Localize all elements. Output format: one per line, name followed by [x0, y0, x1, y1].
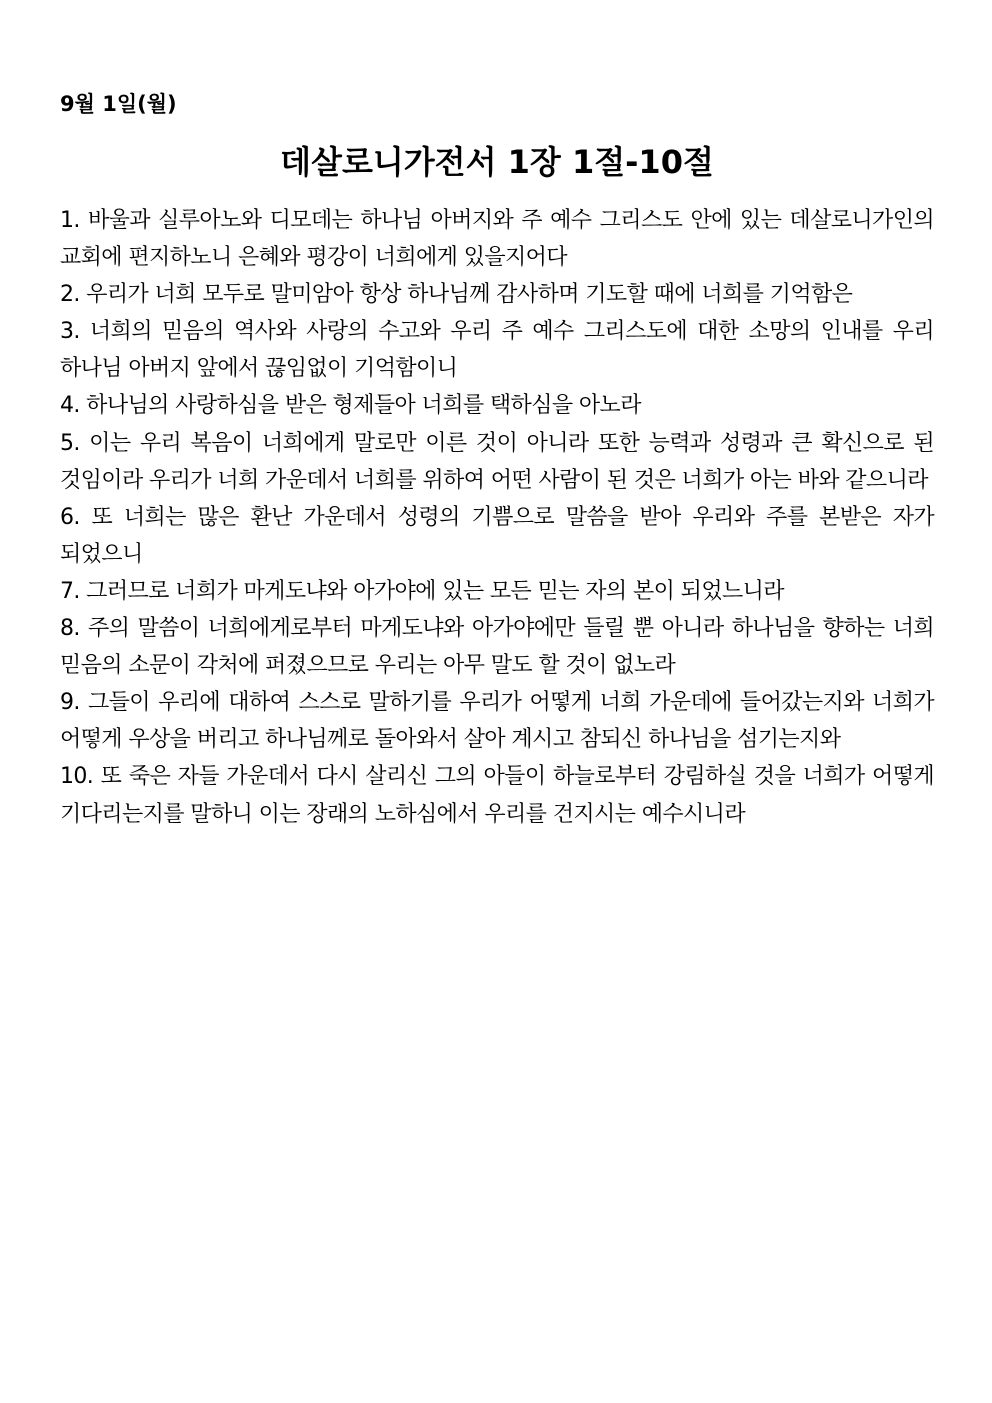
page-title: 데살로니가전서 1장 1절-10절	[280, 143, 714, 181]
verse-8: 8. 주의 말씀이 너희에게로부터 마게도냐와 아가야에만 들릴 뿐 아니라 하나님을 향하는 너희 믿음의 소문이 각처에 퍼졌으므로 우리는 아무 말도 할 것이 없노라	[60, 616, 934, 679]
verse-7: 7. 그러므로 너희가 마게도냐와 아가야에 있는 모든 믿는 자의 본이 되었느니라	[60, 578, 784, 604]
verse-2: 2. 우리가 너희 모두로 말미암아 항상 하나님께 감사하며 기도할 때에 너희를 기억함은	[60, 282, 853, 308]
date-heading: 9월 1일(월)	[60, 92, 177, 116]
verse-1: 1. 바울과 실루아노와 디모데는 하나님 아버지와 주 예수 그리스도 안에 있는 데살로니가인의 교회에 편지하노니 은혜와 평강이 너희에게 있을지어다	[60, 208, 934, 271]
verse-4: 4. 하나님의 사랑하심을 받은 형제들아 너희를 택하심을 아노라	[60, 393, 641, 419]
verse-3: 3. 너희의 믿음의 역사와 사랑의 수고와 우리 주 예수 그리스도에 대한 소망의 인내를 우리 하나님 아버지 앞에서 끊임없이 기억함이니	[60, 319, 934, 382]
verse-6: 6. 또 너희는 많은 환난 가운데서 성령의 기쁨으로 말씀을 받아 우리와 주를 본받은 자가 되었으니	[60, 504, 934, 567]
verse-10: 10. 또 죽은 자들 가운데서 다시 살리신 그의 아들이 하늘로부터 강림하실 것을 너희가 어떻게 기다리는지를 말하니 이는 장래의 노하심에서 우리를 건지시는 예수시니라	[60, 764, 934, 827]
verse-5: 5. 이는 우리 복음이 너희에게 말로만 이른 것이 아니라 또한 능력과 성령과 큰 확신으로 된 것임이라 우리가 너희 가운데서 너희를 위하여 어떤 사람이 된 것은 너희가 아는 바와 같으니라	[60, 430, 934, 493]
verse-list	[60, 202, 934, 833]
verse-9: 9. 그들이 우리에 대하여 스스로 말하기를 우리가 어떻게 너희 가운데에 들어갔는지와 너희가 어떻게 우상을 버리고 하나님께로 돌아와서 살아 계시고 참되신 하나님을 섬기는지와	[60, 690, 934, 753]
